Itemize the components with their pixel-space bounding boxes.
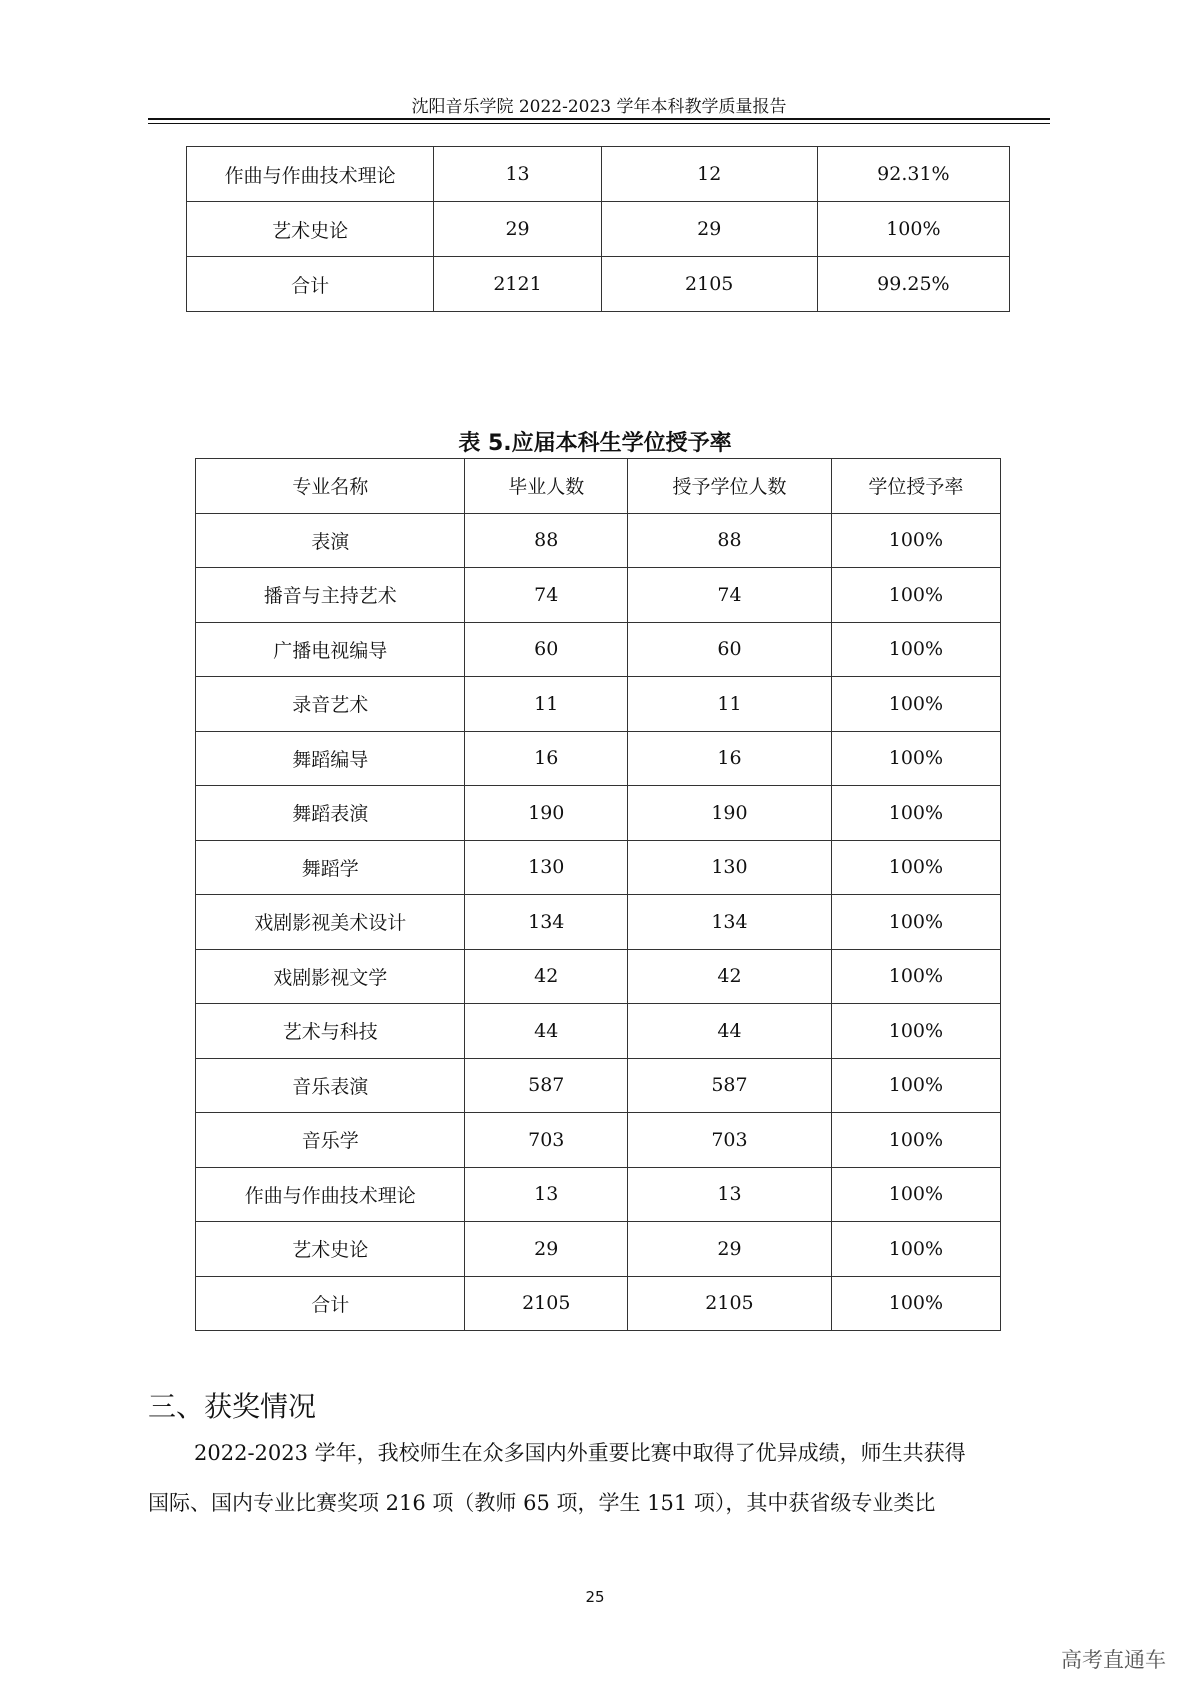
- table-cell: 587: [465, 1058, 628, 1113]
- table-cell: 74: [465, 568, 628, 623]
- table-cell: 100%: [831, 731, 1000, 786]
- table-cell: 44: [628, 1004, 832, 1059]
- table-cell: 703: [628, 1113, 832, 1168]
- table-cell: 2105: [465, 1276, 628, 1331]
- table-cell: 60: [465, 622, 628, 677]
- table-cell: 16: [465, 731, 628, 786]
- table-cell: 130: [465, 840, 628, 895]
- table-cell: 190: [628, 786, 832, 841]
- table-cell: 99.25%: [817, 257, 1009, 312]
- table-cell: 100%: [831, 622, 1000, 677]
- table-row: [196, 1004, 1001, 1059]
- table-row: [196, 731, 1001, 786]
- table-cell: 舞蹈学: [196, 840, 465, 895]
- table-cell: 100%: [831, 1113, 1000, 1168]
- table-cell: 艺术史论: [196, 1222, 465, 1277]
- table-cell: 艺术与科技: [196, 1004, 465, 1059]
- table-cell: 88: [628, 513, 832, 568]
- table-cell: 11: [628, 677, 832, 732]
- table-cell: 艺术史论: [187, 202, 434, 257]
- table-cell: 100%: [831, 786, 1000, 841]
- table-row: [196, 1113, 1001, 1168]
- table-cell: 2105: [628, 1276, 832, 1331]
- table-cell: 100%: [831, 1276, 1000, 1331]
- table-cell: 29: [628, 1222, 832, 1277]
- page-number: 25: [585, 1588, 605, 1606]
- header-rule-thick: [148, 118, 1050, 120]
- table-cell: 作曲与作曲技术理论: [196, 1167, 465, 1222]
- table-cell: 134: [628, 895, 832, 950]
- table-row: [196, 1276, 1001, 1331]
- table-cell: 舞蹈表演: [196, 786, 465, 841]
- column-header: 授予学位人数: [628, 459, 832, 514]
- table-cell: 703: [465, 1113, 628, 1168]
- table-row: [196, 1058, 1001, 1113]
- table-continued: [186, 146, 1010, 312]
- table-cell: 广播电视编导: [196, 622, 465, 677]
- table-row: [187, 202, 1010, 257]
- column-header: 毕业人数: [465, 459, 628, 514]
- table-cell: 29: [601, 202, 817, 257]
- paragraph-line-2: 国际、国内专业比赛奖项 216 项（教师 65 项，学生 151 项），其中获省级专业类比: [148, 1491, 936, 1515]
- table-row: [196, 568, 1001, 623]
- column-header: 专业名称: [196, 459, 465, 514]
- table-cell: 作曲与作曲技术理论: [187, 147, 434, 202]
- table-cell: 音乐学: [196, 1113, 465, 1168]
- table-cell: 100%: [831, 949, 1000, 1004]
- table-cell: 60: [628, 622, 832, 677]
- table-cell: 合计: [196, 1276, 465, 1331]
- header-rule-thin: [148, 123, 1050, 124]
- table-cell: 13: [434, 147, 601, 202]
- table-cell: 29: [434, 202, 601, 257]
- table-row: [196, 622, 1001, 677]
- table-cell: 表演: [196, 513, 465, 568]
- table-cell: 100%: [831, 1004, 1000, 1059]
- table-cell: 播音与主持艺术: [196, 568, 465, 623]
- table-cell: 190: [465, 786, 628, 841]
- table-cell: 戏剧影视美术设计: [196, 895, 465, 950]
- table-row: [196, 1167, 1001, 1222]
- table-cell: 音乐表演: [196, 1058, 465, 1113]
- table-cell: 2121: [434, 257, 601, 312]
- table-cell: 录音艺术: [196, 677, 465, 732]
- table-cell: 44: [465, 1004, 628, 1059]
- table-row: [196, 677, 1001, 732]
- table-cell: 戏剧影视文学: [196, 949, 465, 1004]
- section-paragraph: [148, 1428, 1050, 1528]
- table-cell: 12: [601, 147, 817, 202]
- table-cell: 100%: [831, 568, 1000, 623]
- table-cell: 2105: [601, 257, 817, 312]
- table-cell: 587: [628, 1058, 832, 1113]
- watermark: 高考直通车: [1061, 1648, 1166, 1672]
- table-row: [187, 257, 1010, 312]
- table-cell: 100%: [831, 840, 1000, 895]
- table-cell: 13: [465, 1167, 628, 1222]
- table-cell: 16: [628, 731, 832, 786]
- column-header: 学位授予率: [831, 459, 1000, 514]
- page-header: 沈阳音乐学院 2022-2023 学年本科教学质量报告: [411, 97, 787, 117]
- table-cell: 11: [465, 677, 628, 732]
- table-cell: 舞蹈编导: [196, 731, 465, 786]
- table-cell: 100%: [831, 1222, 1000, 1277]
- table-cell: 92.31%: [817, 147, 1009, 202]
- section-title: 三、获奖情况: [148, 1390, 317, 1423]
- table-cell: 74: [628, 568, 832, 623]
- table-cell: 100%: [831, 1167, 1000, 1222]
- table-cell: 100%: [817, 202, 1009, 257]
- table-cell: 134: [465, 895, 628, 950]
- degree-rate-table: [195, 458, 1001, 1331]
- table-cell: 29: [465, 1222, 628, 1277]
- table-cell: 88: [465, 513, 628, 568]
- table-caption: 表 5.应届本科生学位授予率: [458, 431, 732, 456]
- table-cell: 100%: [831, 513, 1000, 568]
- table-cell: 42: [465, 949, 628, 1004]
- table-row: [196, 840, 1001, 895]
- table-cell: 100%: [831, 895, 1000, 950]
- table-header-row: [196, 459, 1001, 514]
- paragraph-line-1: 2022-2023 学年，我校师生在众多国内外重要比赛中取得了优异成绩，师生共获得: [194, 1441, 966, 1465]
- table-row: [196, 895, 1001, 950]
- table-cell: 合计: [187, 257, 434, 312]
- table-row: [187, 147, 1010, 202]
- table-cell: 100%: [831, 1058, 1000, 1113]
- table-row: [196, 513, 1001, 568]
- table-row: [196, 786, 1001, 841]
- table-row: [196, 1222, 1001, 1277]
- table-cell: 100%: [831, 677, 1000, 732]
- table-cell: 13: [628, 1167, 832, 1222]
- table-cell: 130: [628, 840, 832, 895]
- table-cell: 42: [628, 949, 832, 1004]
- table-row: [196, 949, 1001, 1004]
